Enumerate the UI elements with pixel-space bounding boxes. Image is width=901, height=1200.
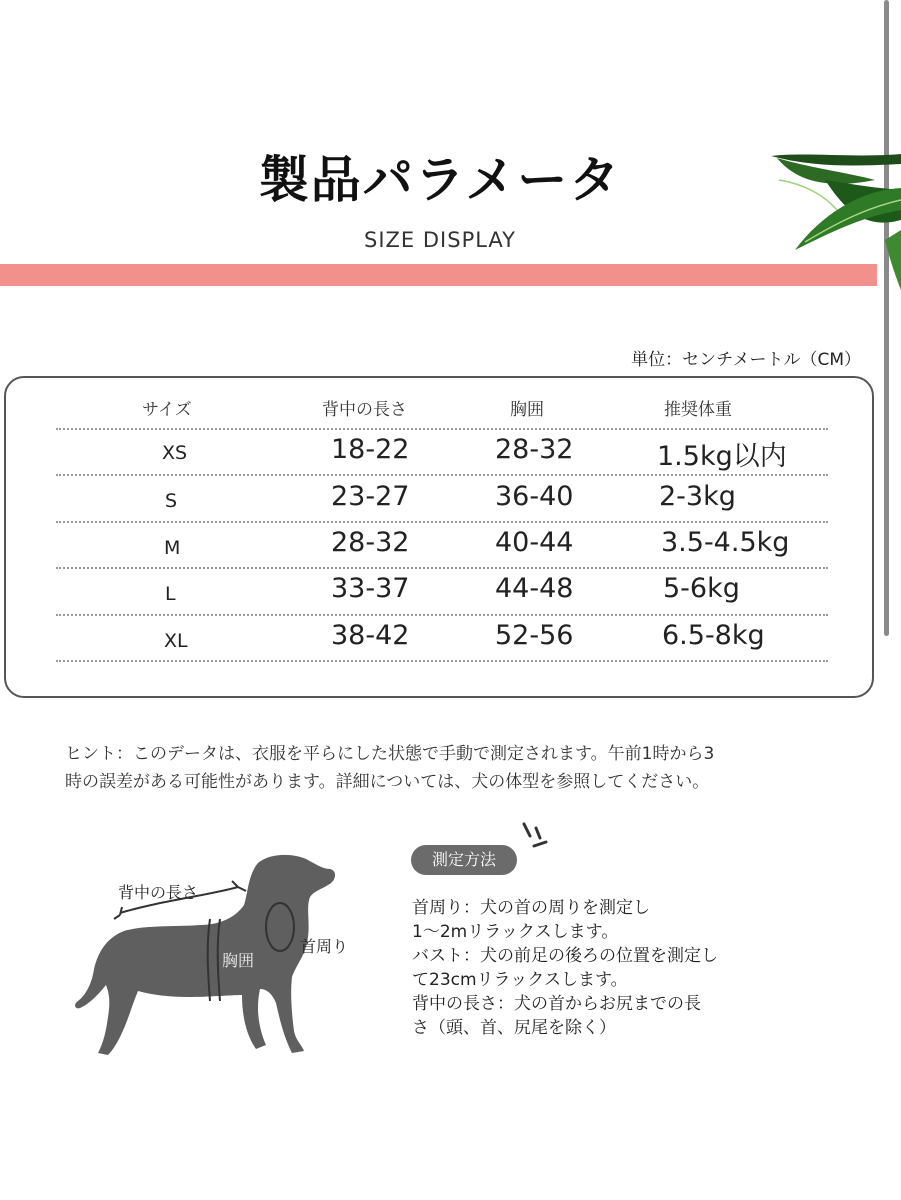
row-divider xyxy=(56,614,828,616)
table-cell-weight: 2-3kg xyxy=(659,481,736,512)
page-subtitle: SIZE DISPLAY xyxy=(364,228,516,252)
leaf-decoration-icon xyxy=(765,150,901,290)
table-cell-size: S xyxy=(165,490,178,512)
neck-label: 首周り xyxy=(300,937,349,956)
table-cell-size: L xyxy=(165,583,176,605)
measurement-method-badge: 測定方法 xyxy=(411,845,517,875)
row-divider xyxy=(56,660,828,662)
hint-line: 時の誤差がある可能性があります。詳細については、犬の体型を参照してください。 xyxy=(65,772,710,792)
table-cell-chest: 28-32 xyxy=(495,434,574,465)
col-header-weight: 推奨体重 xyxy=(664,400,732,420)
table-cell-chest: 52-56 xyxy=(495,620,574,651)
instruction-line: バスト：犬の前足の後ろの位置を測定し xyxy=(412,946,718,966)
chest-label: 胸囲 xyxy=(222,951,255,970)
table-cell-size: M xyxy=(164,537,181,559)
instruction-line: て23cmリラックスします。 xyxy=(412,970,628,990)
col-header-chest: 胸囲 xyxy=(510,400,544,420)
table-cell-weight: 6.5-8kg xyxy=(662,620,765,651)
unit-label: 単位：センチメートル（CM） xyxy=(631,350,861,370)
measurement-instructions xyxy=(412,896,718,1040)
row-divider xyxy=(56,567,828,569)
table-cell-weight: 1.5kg以内 xyxy=(657,441,787,472)
page-title: 製品パラメータ xyxy=(258,151,622,209)
table-cell-back: 18-22 xyxy=(331,434,410,465)
instruction-line: 首周り：犬の首の周りを測定し xyxy=(412,898,650,918)
table-cell-size: XS xyxy=(162,442,188,464)
table-cell-weight: 5-6kg xyxy=(663,573,740,604)
table-cell-size: XL xyxy=(164,630,188,652)
row-divider xyxy=(56,474,828,476)
hint-text xyxy=(65,740,714,796)
table-cell-chest: 40-44 xyxy=(495,527,574,558)
table-cell-back: 28-32 xyxy=(331,527,410,558)
row-divider xyxy=(56,428,828,430)
col-header-back-length: 背中の長さ xyxy=(322,400,407,420)
col-header-size: サイズ xyxy=(142,400,192,420)
instruction-line: 1～2mリラックスします。 xyxy=(412,922,619,942)
table-cell-chest: 44-48 xyxy=(495,573,574,604)
scrollbar[interactable] xyxy=(884,0,889,636)
sparkle-icon xyxy=(518,820,554,856)
row-divider xyxy=(56,521,828,523)
accent-bar xyxy=(0,264,877,286)
back-length-label: 背中の長さ xyxy=(118,883,199,902)
table-cell-back: 23-27 xyxy=(331,481,410,512)
table-cell-back: 38-42 xyxy=(331,620,410,651)
instruction-line: さ（頭、首、尻尾を除く） xyxy=(412,1018,616,1038)
table-cell-back: 33-37 xyxy=(331,573,410,604)
table-cell-weight: 3.5-4.5kg xyxy=(661,527,790,558)
table-cell-chest: 36-40 xyxy=(495,481,574,512)
hint-line: ヒント：このデータは、衣服を平らにした状態で手動で測定されます。午前1時から3 xyxy=(65,744,715,764)
instruction-line: 背中の長さ：犬の首からお尻までの長 xyxy=(412,994,701,1014)
